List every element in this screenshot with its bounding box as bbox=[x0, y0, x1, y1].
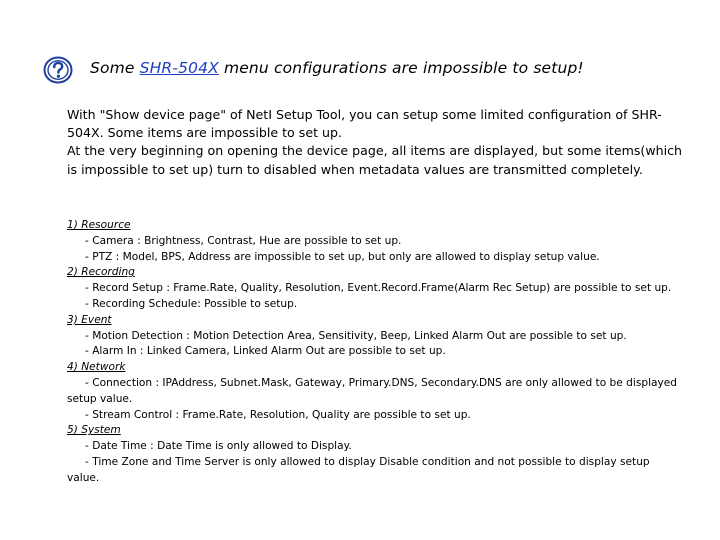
section-item: - Connection : IPAddress, Subnet.Mask, Gateway, Primary.DNS, Secondary.DNS are only allowed to be displayed setup value. bbox=[67, 376, 678, 405]
section-item: - Time Zone and Time Server is only allowed to display Disable condition and not possible to display setup value. bbox=[67, 455, 650, 484]
title-prefix: Some bbox=[90, 59, 140, 77]
section-item: - Alarm In : Linked Camera, Linked Alarm Out are possible to set up. bbox=[85, 345, 446, 358]
section-item: - PTZ : Model, BPS, Address are impossible to set up, but only are allowed to display setup value. bbox=[85, 250, 600, 263]
section-item: - Camera : Brightness, Contrast, Hue are possible to set up. bbox=[85, 234, 402, 247]
section-heading: 5) System bbox=[67, 424, 121, 437]
section-recording bbox=[67, 265, 683, 312]
intro-paragraph: With "Show device page" of NetI Setup Tool, you can setup some limited configuration of SHR-504X. Some items are impossible to set up. bbox=[67, 107, 662, 141]
section-network bbox=[67, 360, 683, 423]
model-link[interactable]: SHR-504X bbox=[139, 59, 219, 77]
help-question-icon bbox=[43, 56, 73, 84]
section-heading: 4) Network bbox=[67, 361, 126, 374]
section-item: - Record Setup : Frame.Rate, Quality, Resolution, Event.Record.Frame(Alarm Rec Setup) are possible to set up. bbox=[85, 282, 672, 295]
section-event bbox=[67, 313, 683, 360]
configuration-sections bbox=[67, 218, 683, 487]
section-item: - Recording Schedule: Possible to setup. bbox=[85, 297, 298, 310]
section-resource bbox=[67, 218, 683, 265]
section-item: - Stream Control : Frame.Rate, Resolution, Quality are possible to set up. bbox=[85, 408, 471, 421]
intro-text bbox=[67, 106, 691, 179]
section-item: - Motion Detection : Motion Detection Area, Sensitivity, Beep, Linked Alarm Out are possible to set up. bbox=[85, 329, 627, 342]
intro-paragraph: At the very beginning on opening the device page, all items are displayed, but some items(which is impossible to set up) turn to disabled when metadata values are transmitted completely. bbox=[67, 143, 683, 177]
page-title bbox=[90, 59, 584, 77]
section-heading: 3) Event bbox=[67, 313, 112, 326]
section-heading: 2) Recording bbox=[67, 266, 135, 279]
section-system bbox=[67, 423, 683, 486]
section-heading: 1) Resource bbox=[67, 219, 131, 231]
title-suffix: menu configurations are impossible to setup! bbox=[218, 59, 584, 77]
section-item: - Date Time : Date Time is only allowed to Display. bbox=[85, 440, 352, 453]
